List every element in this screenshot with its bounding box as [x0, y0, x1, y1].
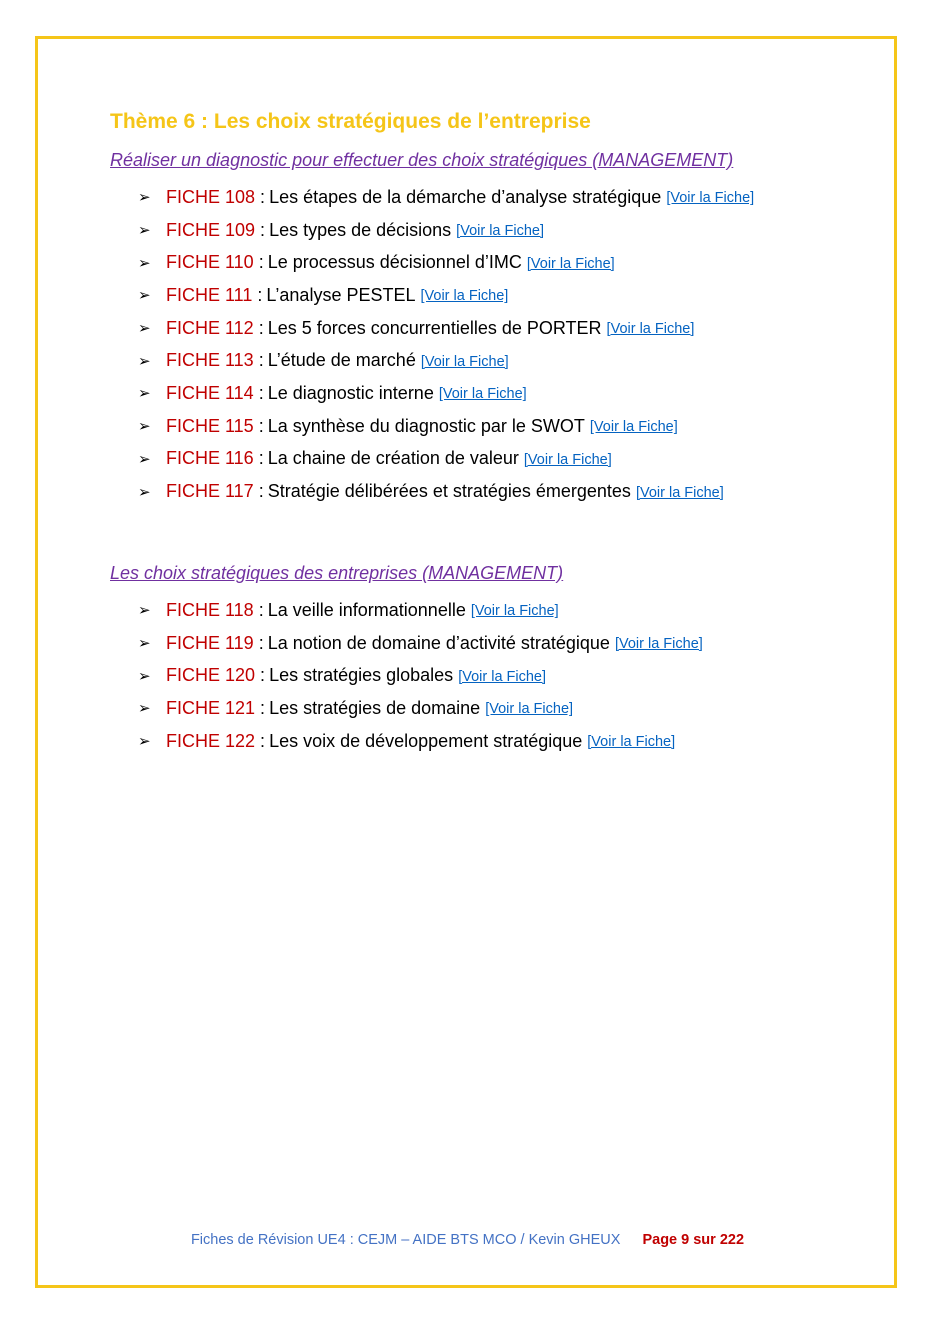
voir-fiche-link[interactable]: [Voir la Fiche]	[526, 255, 615, 272]
arrow-bullet-icon: ➢	[138, 352, 151, 370]
fiche-number: FICHE 108	[166, 186, 256, 207]
arrow-bullet-icon: ➢	[138, 700, 151, 718]
fiche-title: Les types de décisions	[269, 219, 452, 240]
voir-fiche-link[interactable]: [Voir la Fiche]	[635, 484, 724, 501]
fiche-number: FICHE 115	[166, 415, 254, 436]
fiche-number: FICHE 121	[166, 697, 256, 718]
separator: :	[258, 350, 264, 371]
fiche-title: La veille informationnelle	[267, 599, 466, 620]
fiche-number: FICHE 112	[166, 317, 254, 338]
section-title-choix: Les choix stratégiques des entreprises (MANAGEMENT)	[110, 563, 564, 583]
arrow-bullet-icon: ➢	[138, 385, 151, 403]
fiche-list-diagnostic	[138, 181, 754, 508]
arrow-bullet-icon: ➢	[138, 254, 151, 272]
separator: :	[258, 382, 264, 403]
fiche-number: FICHE 118	[166, 599, 254, 620]
fiche-number: FICHE 111	[166, 284, 253, 305]
fiche-number: FICHE 113	[166, 350, 254, 371]
fiche-title: L’analyse PESTEL	[266, 284, 416, 305]
list-item	[138, 627, 703, 660]
list-item	[138, 410, 754, 443]
fiche-title: Les stratégies de domaine	[269, 697, 481, 718]
separator: :	[260, 665, 266, 686]
voir-fiche-link[interactable]: [Voir la Fiche]	[420, 353, 509, 370]
voir-fiche-link[interactable]: [Voir la Fiche]	[523, 451, 612, 468]
arrow-bullet-icon: ➢	[138, 222, 151, 240]
fiche-title: Les étapes de la démarche d’analyse stratégique	[269, 186, 662, 207]
list-item	[138, 279, 754, 312]
arrow-bullet-icon: ➢	[138, 189, 151, 207]
arrow-bullet-icon: ➢	[138, 450, 151, 468]
footer-page-number: Page 9 sur 222	[642, 1232, 745, 1248]
list-item	[138, 377, 754, 410]
list-item	[138, 725, 703, 758]
arrow-bullet-icon: ➢	[138, 483, 151, 501]
footer-title: Fiches de Révision UE4 : CEJM – AIDE BTS MCO / Kevin GHEUX	[190, 1232, 621, 1248]
separator: :	[258, 252, 264, 273]
separator: :	[258, 481, 264, 502]
fiche-number: FICHE 114	[166, 382, 254, 403]
theme-title: Thème 6 : Les choix stratégiques de l’entreprise	[110, 110, 591, 133]
fiche-title: Les voix de développement stratégique	[269, 730, 583, 751]
arrow-bullet-icon: ➢	[138, 602, 151, 620]
list-item	[138, 214, 754, 247]
fiche-number: FICHE 120	[166, 665, 256, 686]
list-item	[138, 246, 754, 279]
list-item	[138, 475, 754, 508]
arrow-bullet-icon: ➢	[138, 320, 151, 338]
voir-fiche-link[interactable]: [Voir la Fiche]	[587, 734, 676, 751]
separator: :	[260, 186, 266, 207]
separator: :	[260, 219, 266, 240]
list-item	[138, 443, 754, 476]
voir-fiche-link[interactable]: [Voir la Fiche]	[438, 386, 527, 403]
list-item	[138, 692, 703, 725]
fiche-title: La chaine de création de valeur	[267, 448, 519, 469]
voir-fiche-link[interactable]: [Voir la Fiche]	[614, 636, 703, 653]
list-item	[138, 312, 754, 345]
arrow-bullet-icon: ➢	[138, 667, 151, 685]
arrow-bullet-icon: ➢	[138, 733, 151, 751]
separator: :	[260, 730, 266, 751]
fiche-title: La synthèse du diagnostic par le SWOT	[267, 415, 585, 436]
section-title-diagnostic: Réaliser un diagnostic pour effectuer des choix stratégiques (MANAGEMENT)	[110, 150, 734, 170]
list-item	[138, 594, 703, 627]
arrow-bullet-icon: ➢	[138, 635, 151, 653]
list-item	[138, 659, 703, 692]
separator: :	[258, 415, 264, 436]
arrow-bullet-icon: ➢	[138, 287, 151, 305]
fiche-title: L’étude de marché	[267, 350, 416, 371]
fiche-title: Les stratégies globales	[269, 665, 454, 686]
fiche-number: FICHE 122	[166, 730, 256, 751]
list-item	[138, 181, 754, 214]
fiche-title: La notion de domaine d’activité stratégique	[267, 632, 610, 653]
voir-fiche-link[interactable]: [Voir la Fiche]	[606, 321, 695, 338]
fiche-number: FICHE 119	[166, 632, 254, 653]
fiche-number: FICHE 110	[166, 252, 254, 273]
page-footer	[0, 1232, 935, 1248]
fiche-title: Les 5 forces concurrentielles de PORTER	[267, 317, 602, 338]
voir-fiche-link[interactable]: [Voir la Fiche]	[456, 223, 545, 240]
separator: :	[258, 599, 264, 620]
voir-fiche-link[interactable]: [Voir la Fiche]	[666, 190, 755, 207]
fiche-number: FICHE 109	[166, 219, 256, 240]
voir-fiche-link[interactable]: [Voir la Fiche]	[589, 419, 678, 436]
separator: :	[260, 697, 266, 718]
voir-fiche-link[interactable]: [Voir la Fiche]	[485, 701, 574, 718]
separator: :	[258, 448, 264, 469]
separator: :	[258, 317, 264, 338]
separator: :	[257, 284, 263, 305]
voir-fiche-link[interactable]: [Voir la Fiche]	[420, 288, 509, 305]
fiche-number: FICHE 116	[166, 448, 254, 469]
fiche-title: Le processus décisionnel d’IMC	[267, 252, 522, 273]
fiche-list-choix	[138, 594, 703, 757]
fiche-title: Le diagnostic interne	[267, 382, 434, 403]
arrow-bullet-icon: ➢	[138, 418, 151, 436]
voir-fiche-link[interactable]: [Voir la Fiche]	[458, 668, 547, 685]
fiche-title: Stratégie délibérées et stratégies émergentes	[267, 481, 631, 502]
voir-fiche-link[interactable]: [Voir la Fiche]	[470, 603, 559, 620]
separator: :	[258, 632, 264, 653]
fiche-number: FICHE 117	[166, 481, 254, 502]
list-item	[138, 344, 754, 377]
